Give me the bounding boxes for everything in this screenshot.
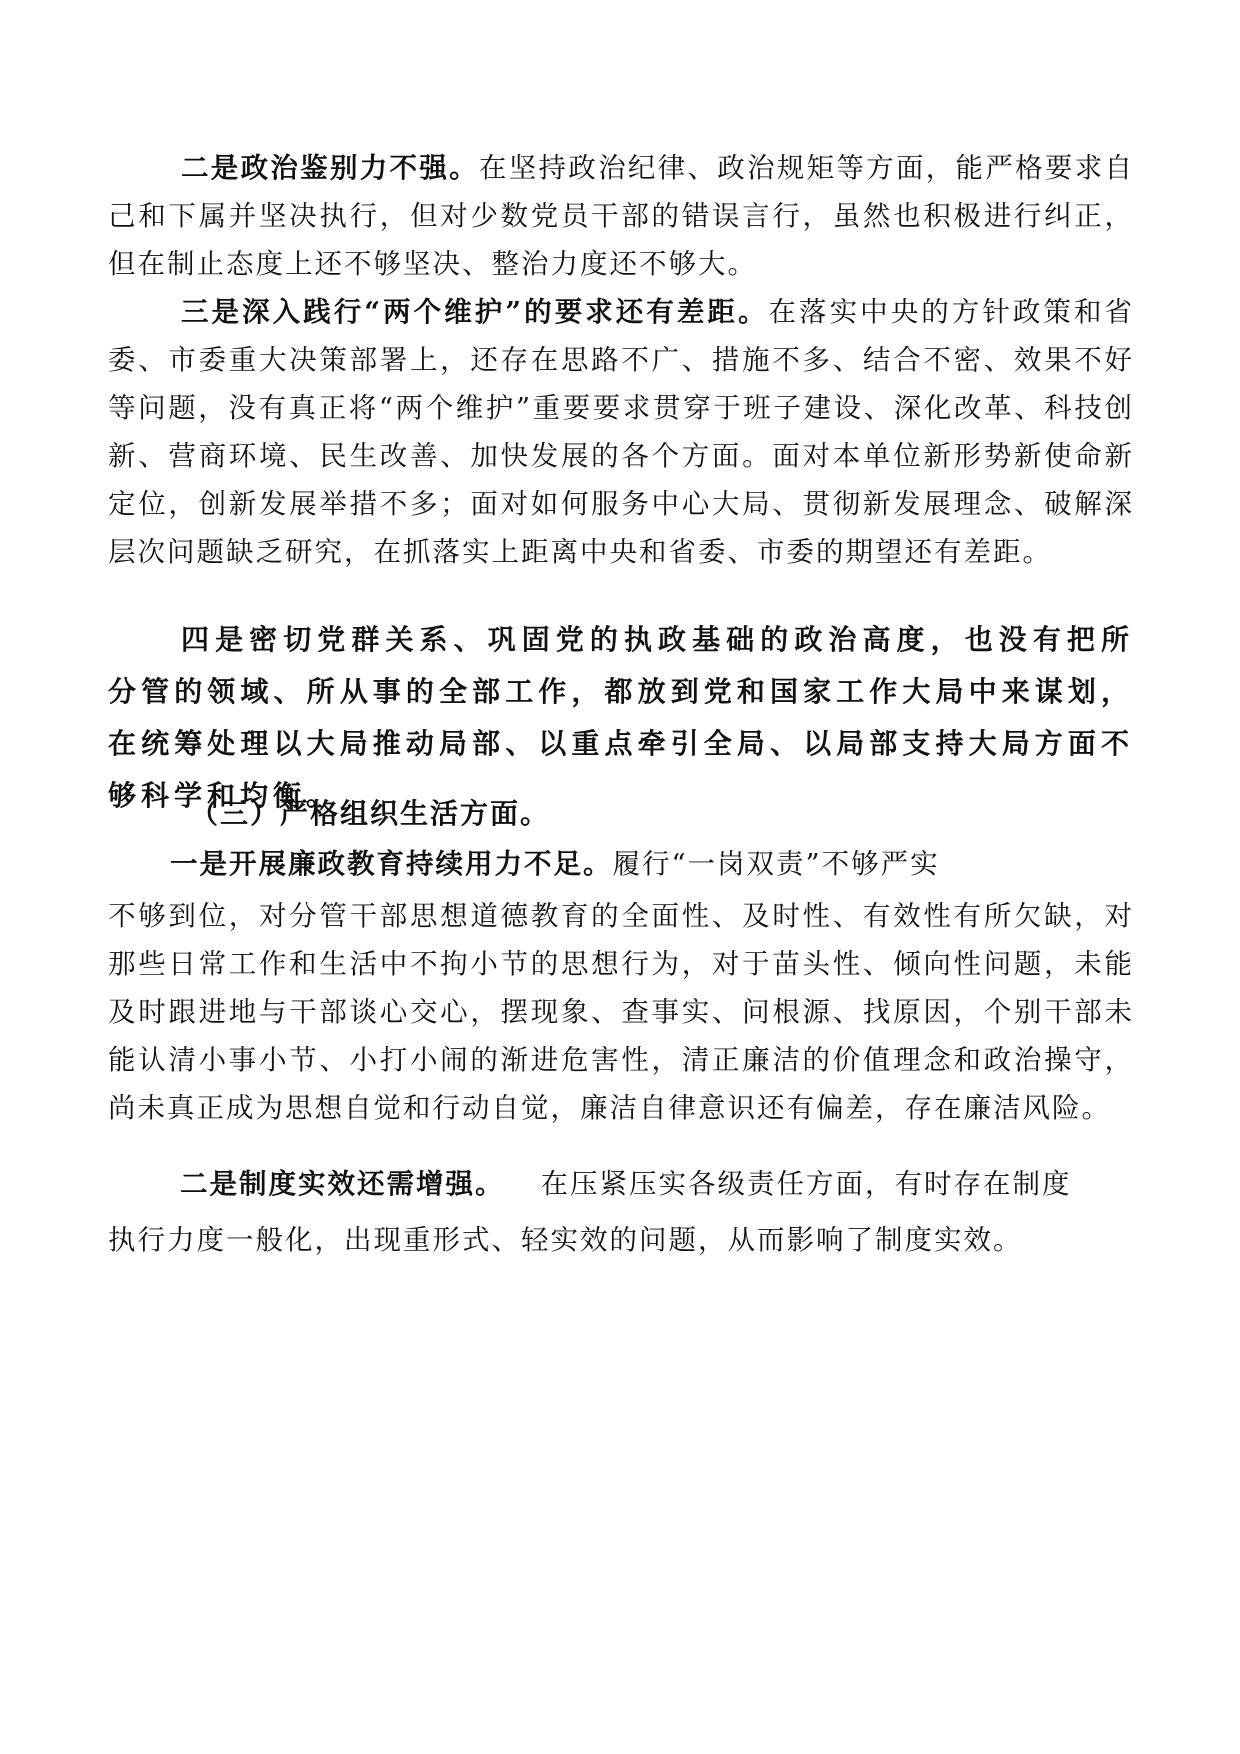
paragraph-lead: 一是开展廉政教育持续用力不足。 [170,848,613,880]
paragraph-lead: 二是制度实效还需增强。 [180,1168,505,1200]
paragraph-two-safeguards [108,288,1134,576]
paragraph-integrity-education-first-line [170,840,940,888]
paragraph-lead: 三是深入践行“两个维护”的要求还有差距。 [181,296,769,328]
paragraph-body: 在落实中央的方针政策和省委、市委重大决策部署上，还存在思路不广、措施不多、结合不密、效果不好等问题，没有真正将“两个维护”重要要求贯穿于班子建设、深化改革、科技创新、营商环境、民生改善、加快发展的各个方面。面对本单位新形势新使命新定位，创新发展举措不多；面对如何服务中心大局、贯彻新发展理念、破解深层次问题缺乏研究，在抓落实上距离中央和省委、市委的期望还有差距。 [108,296,1134,568]
paragraph-system-effectiveness-first-line [180,1160,1072,1208]
paragraph-political-discernment [108,144,1134,288]
paragraph-system-effectiveness-second-line: 执行力度一般化，出现重形式、轻实效的问题，从而影响了制度实效。 [108,1224,1023,1256]
section-heading: （三）严格组织生活方面。 [190,797,551,830]
paragraph-party-masses-relationship: 四是密切党群关系、巩固党的执政基础的政治高度，也没有把所分管的领域、所从事的全部工作，都放到党和国家工作大局中来谋划，在统筹处理以大局推动局部、以重点牵引全局、以局部支持大局方面不够科学和均衡。 [108,623,1134,812]
paragraph-first-line-rest: 履行“一岗双责”不够严实 [612,848,940,880]
paragraph-first-line-rest: 在压紧压实各级责任方面，有时存在制度 [540,1168,1072,1200]
paragraph-body: 在坚持政治纪律、政治规矩等方面，能严格要求自己和下属并坚决执行，但对少数党员干部的错误言行，虽然也积极进行纠正，但在制止态度上还不够坚决、整治力度还不够大。 [108,152,1135,280]
paragraph-integrity-education-body: 不够到位，对分管干部思想道德教育的全面性、及时性、有效性有所欠缺，对那些日常工作和生活中不拘小节的思想行为，对于苗头性、倾向性问题，未能及时跟进地与干部谈心交心，摆现象、查事实、问根源、找原因，个别干部未能认清小事小节、小打小闹的渐进危害性，清正廉洁的价值理念和政治操守，尚未真正成为思想自觉和行动自觉，廉洁自律意识还有偏差，存在廉洁风险。 [108,900,1134,1124]
paragraph-lead: 二是政治鉴别力不强。 [181,152,479,184]
